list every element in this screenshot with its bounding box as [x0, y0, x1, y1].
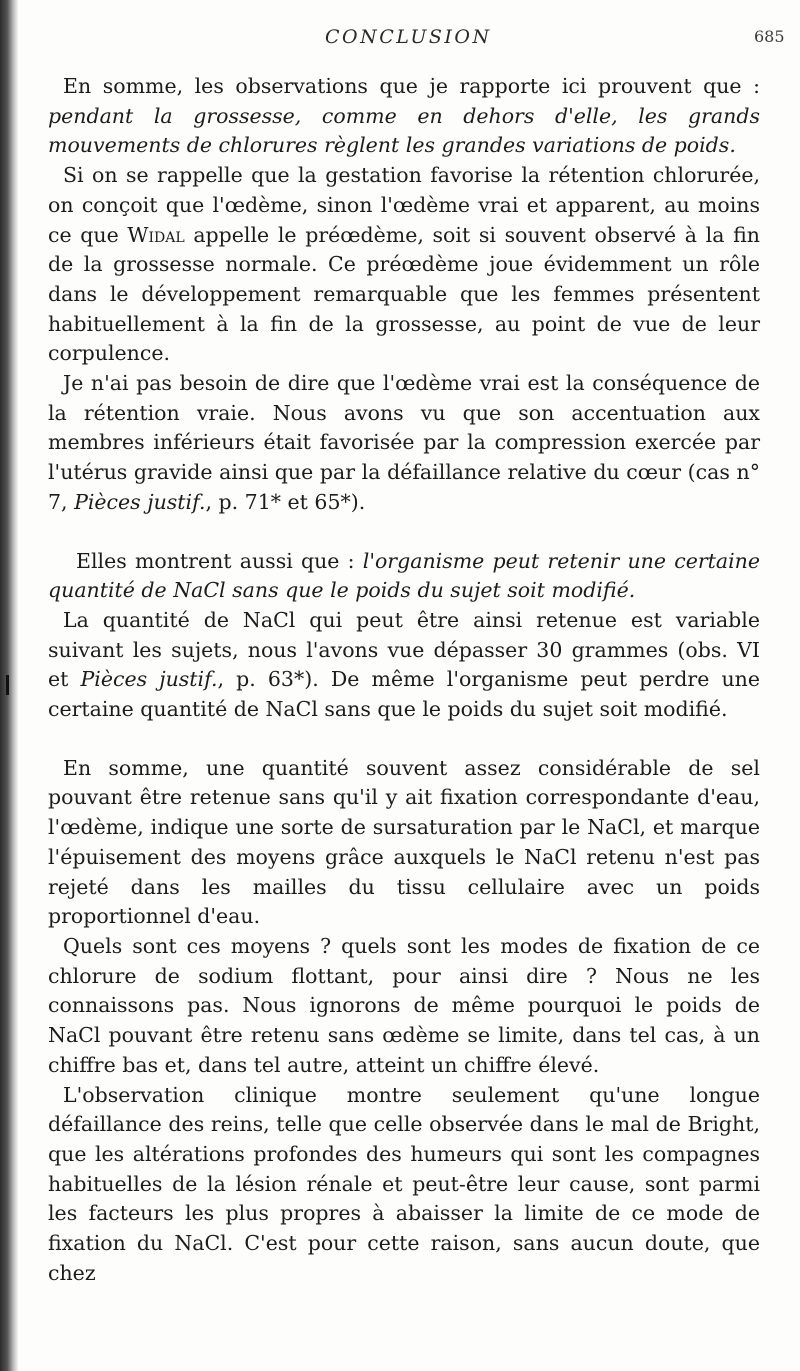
author-name-widal: Widal [127, 222, 185, 247]
paragraph-4-text: Elles montrent aussi que : [76, 548, 363, 573]
paragraph-5-reference: Pièces justif. [80, 667, 218, 692]
paragraph-2-text-end: appelle le préœdème, soit si souvent observé à la fin de la grossesse normale. Ce préœdème joue évidemment un rôle dans le développement remarquable que les femmes présentent habituellement à la fin de la grossesse, au point de vue de leur corpulence. [48, 222, 760, 366]
paragraph-3 [48, 369, 760, 518]
paragraph-8: L'observation clinique montre seulement qu'une longue défaillance des reins, telle que celle observée dans le mal de Bright, que les altérations profondes des humeurs qui sont les compagnes habituelles de la lésion rénale et peut-être leur cause, sont parmi les facteurs les plus propres à abaisser la limite de ce mode de fixation du NaCl. C'est pour cette raison, sans aucun doute, que chez [48, 1082, 760, 1285]
paragraph-4 [48, 547, 760, 606]
paragraph-4-emphasis: l'organisme peut retenir une certaine quantité de NaCl sans que le poids du sujet soit modifié. [48, 548, 760, 603]
body-text [48, 72, 760, 1288]
book-spine-shadow [0, 0, 18, 1371]
paragraph-3-text-end: , p. 71* et 65*). [205, 489, 366, 514]
page-number: 685 [754, 27, 785, 46]
paragraph-5-text-end: , p. 63*). De même l'organisme peut perdre une certaine quantité de NaCl sans que le poids du sujet soit modifié. [48, 667, 760, 722]
running-head [0, 20, 800, 50]
paragraph-7: Quels sont ces moyens ? quels sont les modes de fixation de ce chlorure de sodium flottant, pour ainsi dire ? Nous ne les connaissons pas. Nous ignorons de même pourquoi le poids de NaCl pouvant être retenu sans œdème se limite, dans tel cas, à un chiffre bas et, dans tel autre, atteint un chiffre élevé. [48, 933, 760, 1077]
paragraph-5 [48, 606, 760, 725]
spine-mark [6, 675, 9, 695]
paragraph-1 [48, 72, 760, 161]
running-head-title: CONCLUSION [325, 26, 492, 48]
paragraph-6: En somme, une quantité souvent assez considérable de sel pouvant être retenue sans qu'il y ait fixation correspondante d'eau, l'œdème, indique une sorte de sursaturation par le NaCl, et marque l'épuisement des moyens grâce auxquels le NaCl retenu n'est pas rejeté dans les mailles du tissu cellulaire avec un poids proportionnel d'eau. [48, 755, 760, 929]
paragraph-5-text-start: La quantité de NaCl qui peut être ainsi retenue est variable suivant les sujets, nous l'avons vue dépasser 30 grammes (obs. VI et [48, 607, 760, 692]
paragraph-1-emphasis: pendant la grossesse, comme en dehors d'elle, les grands mouvements de chlorures règlent les grandes variations de poids. [48, 103, 760, 158]
paragraph-3-text-start: Je n'ai pas besoin de dire que l'œdème vrai est la conséquence de la rétention vraie. Nous avons vu que son accentuation aux membres inférieurs était favorisée par la compression exercée par l'utérus gravide ainsi que par la défaillance relative du cœur (cas n° 7, [48, 371, 760, 514]
paragraph-2-text-start: Si on se rappelle que la gestation favorise la rétention chlorurée, on conçoit que l'œdème, sinon l'œdème vrai et apparent, au moins ce que [48, 163, 760, 247]
paragraph-2 [48, 161, 760, 369]
paragraph-3-reference: Pièces justif. [74, 489, 206, 514]
paragraph-1-text: En somme, les observations que je rapporte ici prouvent que : [63, 74, 760, 98]
